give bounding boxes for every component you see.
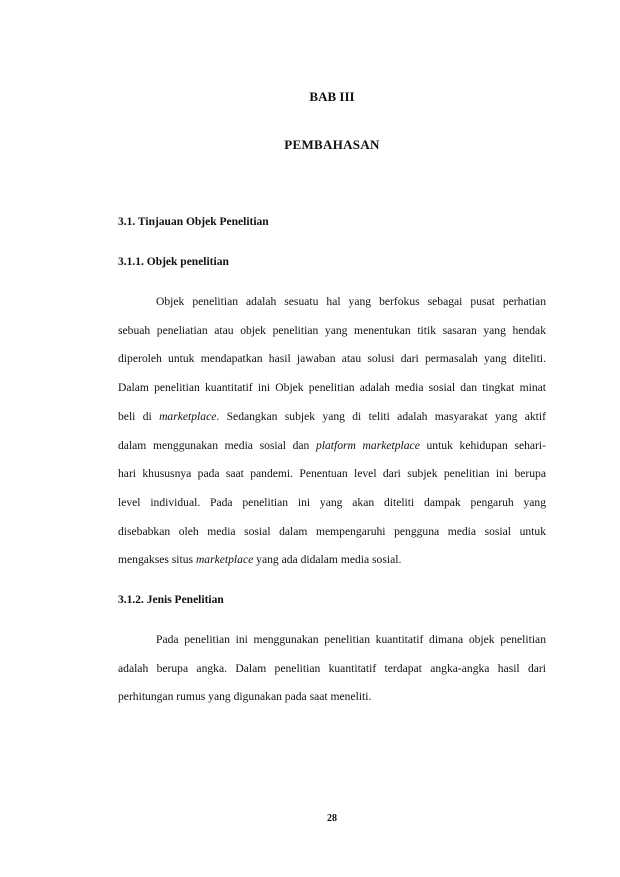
- paragraph-line: perhitungan rumus yang digunakan pada saat meneliti.: [118, 690, 372, 704]
- paragraph-line: Dalam penelitian kuantitatif ini Objek penelitian adalah media sosial dan tingkat minat: [118, 381, 546, 395]
- paragraph-line: Pada penelitian ini menggunakan penelitian kuantitatif dimana objek penelitian: [156, 633, 546, 646]
- paragraph-line: Objek penelitian adalah sesuatu hal yang berfokus sebagai pusat perhatian: [156, 295, 546, 308]
- paragraph-objek-penelitian: [118, 288, 546, 575]
- paragraph-line: hari khususnya pada saat pandemi. Penentuan level dari subjek penelitian ini berupa: [118, 467, 546, 481]
- paragraph-line: beli di marketplace. Sedangkan subjek yang di teliti adalah masyarakat yang aktif: [118, 409, 546, 423]
- italic-term: marketplace: [195, 553, 254, 567]
- paragraph-line: disebabkan oleh media sosial dalam mempengaruhi pengguna media sosial untuk: [118, 524, 546, 538]
- section-heading-3-1: 3.1. Tinjauan Objek Penelitian: [118, 216, 269, 228]
- italic-term: platform marketplace: [315, 438, 420, 452]
- chapter-number: BAB III: [309, 89, 355, 104]
- paragraph-line: mengakses situs marketplace yang ada didalam media sosial.: [118, 553, 402, 567]
- chapter-title: PEMBAHASAN: [284, 137, 380, 152]
- paragraph-line: adalah berupa angka. Dalam penelitian kuantitatif terdapat angka-angka hasil dari: [118, 661, 546, 675]
- section-heading-3-1-1: 3.1.1. Objek penelitian: [118, 256, 229, 268]
- paragraph-line: dalam menggunakan media sosial dan platform marketplace untuk kehidupan sehari-: [118, 438, 546, 452]
- section-heading-3-1-2: 3.1.2. Jenis Penelitian: [118, 594, 224, 606]
- paragraph-line: level individual. Pada penelitian ini yang akan diteliti dampak pengaruh yang: [118, 495, 546, 509]
- page-number: 28: [327, 813, 337, 824]
- paragraph-line: diperoleh untuk mendapatkan hasil jawaban atau solusi dari permasalah yang diteliti.: [118, 352, 546, 366]
- italic-term: marketplace: [159, 409, 217, 423]
- paragraph-jenis-penelitian: [118, 626, 546, 712]
- paragraph-line: sebuah peneliatian atau objek penelitian yang menentukan titik sasaran yang hendak: [118, 323, 546, 337]
